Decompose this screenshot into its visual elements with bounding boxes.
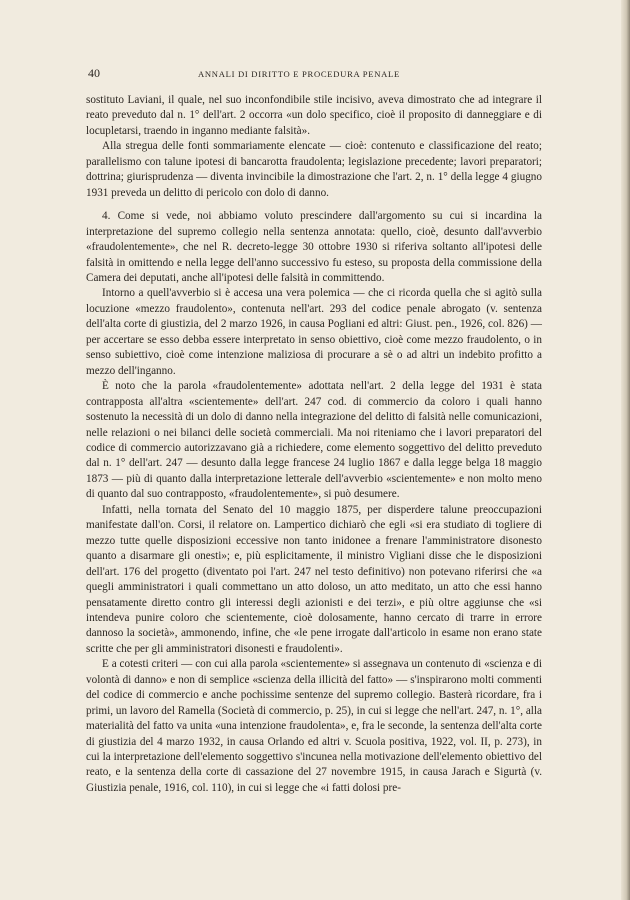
page-header (88, 66, 538, 80)
page-edge-shadow (621, 0, 630, 900)
paragraph: 4. Come si vede, noi abbiamo voluto prescindere dall'argomento su cui si incardina la interpretazione del supremo collegio nella sentenza annotata: quello, cioè, desunto dall'avverbio «fraudolentemente», che nel R. decreto-legge 30 ottobre 1930 si riferiva soltanto all'ipotesi delle falsità in omittendo e nella legge dell'anno successivo fu esteso, su proposta della commissione della Camera dei deputati, anche all'ipotesi delle falsità in committendo. (86, 210, 542, 284)
paragraph: Intorno a quell'avverbio si è accesa una vera polemica — che ci ricorda quella che si agitò sulla locuzione «mezzo fraudolento», contenuta nell'art. 293 del codice penale abrogato (v. sentenza dell'alta corte di giustizia, del 2 marzo 1926, in causa Pogliani ed altri: Giust. pen., 1926, col. 826) — per accertare se esso debba essere interpretato in senso obiettivo, cioè come mezzo fraudolento, o in senso subiettivo, cioè come intenzione maliziosa di procurare a sè o ad altri un indebito profitto a mezzo dell'inganno. (86, 287, 542, 377)
paragraph: Alla stregua delle fonti sommariamente elencate — cioè: contenuto e classificazione del reato; parallelismo con talune ipotesi di bancarotta fraudolenta; legislazione precedente; lavori preparatori; dottrina; giurisprudenza — diventa invincibile la dimostrazione che l'art. 2, n. 1° della legge 4 giugno 1931 preveda un delitto di pericolo con dolo di danno. (86, 140, 542, 199)
body-text (86, 93, 542, 796)
paragraph: sostituto Laviani, il quale, nel suo inconfondibile stile incisivo, aveva dimostrato che ad integrare il reato preveduto dal n. 1° dell'art. 2 occorra «un dolo specifico, cioè il proposito di danneggiare e di locupletarsi, traendo in inganno mediante falsità». (86, 94, 542, 137)
paragraph: È noto che la parola «fraudolentemente» adottata nell'art. 2 della legge del 1931 è stata contrapposta all'altra «scientemente» dell'art. 247 cod. di commercio da coloro i quali hanno sostenuto la necessità di un dolo di danno nella integrazione del delitto di falsità nelle comunicazioni, nelle relazioni o nei bilanci delle società commerciali. Ma noi riteniamo che i lavori preparatori del codice di commercio autorizzavano già a richiedere, come elemento soggettivo del delitto preveduto dal n. 1° dell'art. 247 — desunto dalla legge francese 24 luglio 1867 e dalla legge belga 18 maggio 1873 — più di quanto dalla interpretazione letterale dell'avverbio «scientemente» e non molto meno di quanto dal suo contrapposto, «fraudolentemente», si può desumere. (86, 380, 542, 501)
paragraph: E a cotesti criteri — con cui alla parola «scientemente» si assegnava un contenuto di «scienza e di volontà di danno» e non di semplice «scienza della illicità del fatto» — s'inspirarono molti commenti del codice di commercio e anche pochissime sentenze del supremo collegio. Basterà ricordare, fra i primi, un lavoro del Ramella (Società di commercio, p. 25), in cui si legge che nell'art. 247, n. 1°, alla materialità del fatto va unita «una intenzione fraudolenta», e, fra le seconde, la sentenza dell'alta corte di giustizia del 4 marzo 1932, in causa Orlando ed altri v. Scuola positiva, 1922, vol. II, p. 273), in cui la interpretazione dell'elemento soggettivo s'incunea nella motivazione dell'elemento obiettivo del reato, e la sentenza della corte di cassazione del 27 novembre 1915, in causa Jarach e Sigurtà (v. Giustizia penale, 1916, col. 110), in cui si legge che «i fatti dolosi pre- (86, 658, 542, 794)
paragraph: Infatti, nella tornata del Senato del 10 maggio 1875, per disperdere talune preoccupazioni manifestate dall'on. Corsi, il relatore on. Lampertico dichiarò che egli «si era studiato di togliere di mezzo tutte quelle disposizioni eccessive non tanto inidonee a frenare l'amministratore disonesto quanto a disarmare gli onesti»; e, più esplicitamente, il ministro Vigliani disse che le disposizioni dell'art. 176 del progetto (diventato poi l'art. 247 nel testo definitivo) non potevano riferirsi che «a quegli amministratori i quali commettano un atto doloso, un atto meditato, un atto che essi hanno pensatamente diretto contro gli interessi degli azionisti e dei terzi», e più oltre aggiunse che «si intendeva punire coloro che scientemente, cioè dolosamente, hanno cercato di trarre in errore dannoso la società», ammonendo, infine, che «le pene irrogate dall'articolo in esame non erano state scritte che per gli amministratori disonesti e fraudolenti». (86, 503, 542, 655)
running-head: ANNALI DI DIRITTO E PROCEDURA PENALE (198, 69, 400, 79)
page-number: 40 (88, 66, 100, 80)
